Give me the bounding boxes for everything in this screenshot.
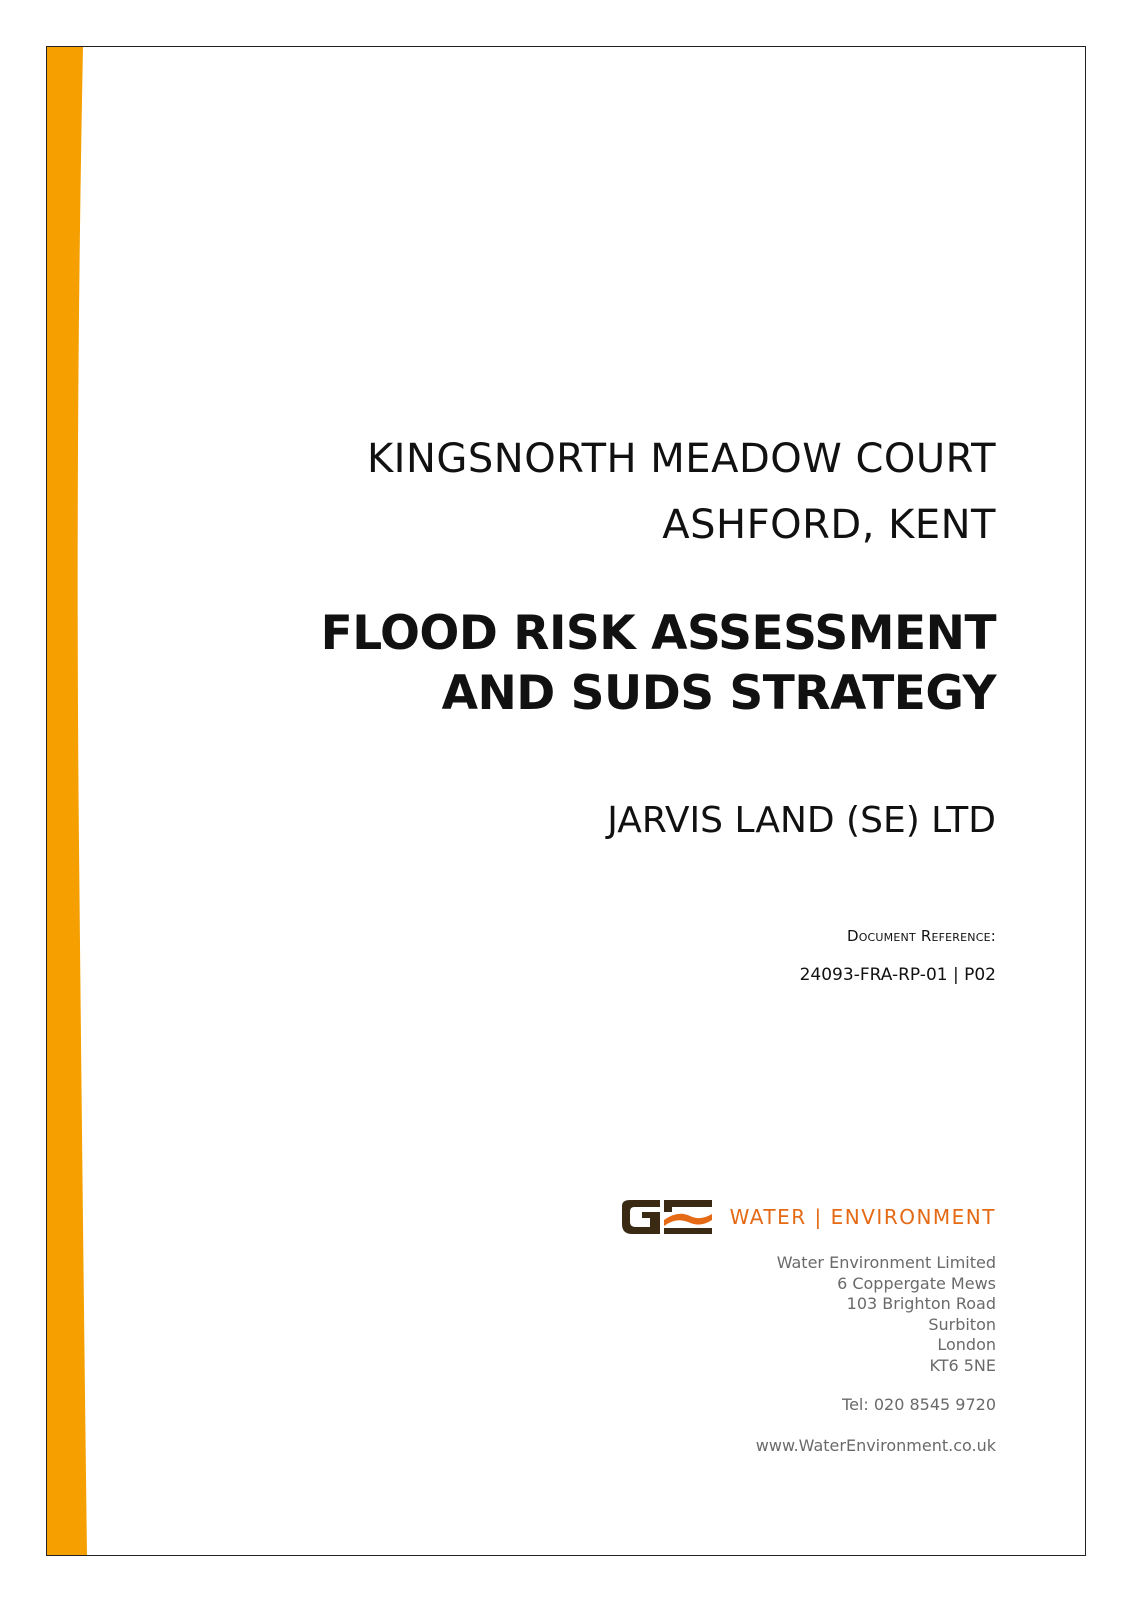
client-name: JARVIS LAND (SE) LTD [607,800,996,841]
document-reference-value: 24093-FRA-RP-01 | P02 [799,965,996,985]
company-telephone: Tel: 020 8545 9720 [842,1395,996,1414]
address-line: 103 Brighton Road [846,1294,996,1313]
site-name-line1: KINGSNORTH MEADOW COURT [366,436,996,482]
company-logo-text: WATER | ENVIRONMENT [729,1205,996,1229]
address-line: London [937,1335,996,1354]
site-name-line2: ASHFORD, KENT [662,502,996,548]
company-address [777,1253,996,1376]
page-frame [46,46,1086,1556]
document-reference-label: Document Reference: [846,927,996,945]
address-line: 6 Coppergate Mews [837,1273,996,1293]
orange-accent-strip [47,47,107,1555]
address-line: Water Environment Limited [776,1253,996,1272]
company-logo [620,1197,996,1237]
report-title-line2: AND SUDS STRATEGY [441,666,996,721]
company-website-link[interactable]: www.WaterEnvironment.co.uk [755,1436,996,1455]
report-title-line1: FLOOD RISK ASSESSMENT [320,606,996,661]
water-environment-logo-icon [620,1198,716,1236]
address-line: KT6 5NE [929,1355,996,1375]
address-line: Surbiton [928,1314,996,1334]
